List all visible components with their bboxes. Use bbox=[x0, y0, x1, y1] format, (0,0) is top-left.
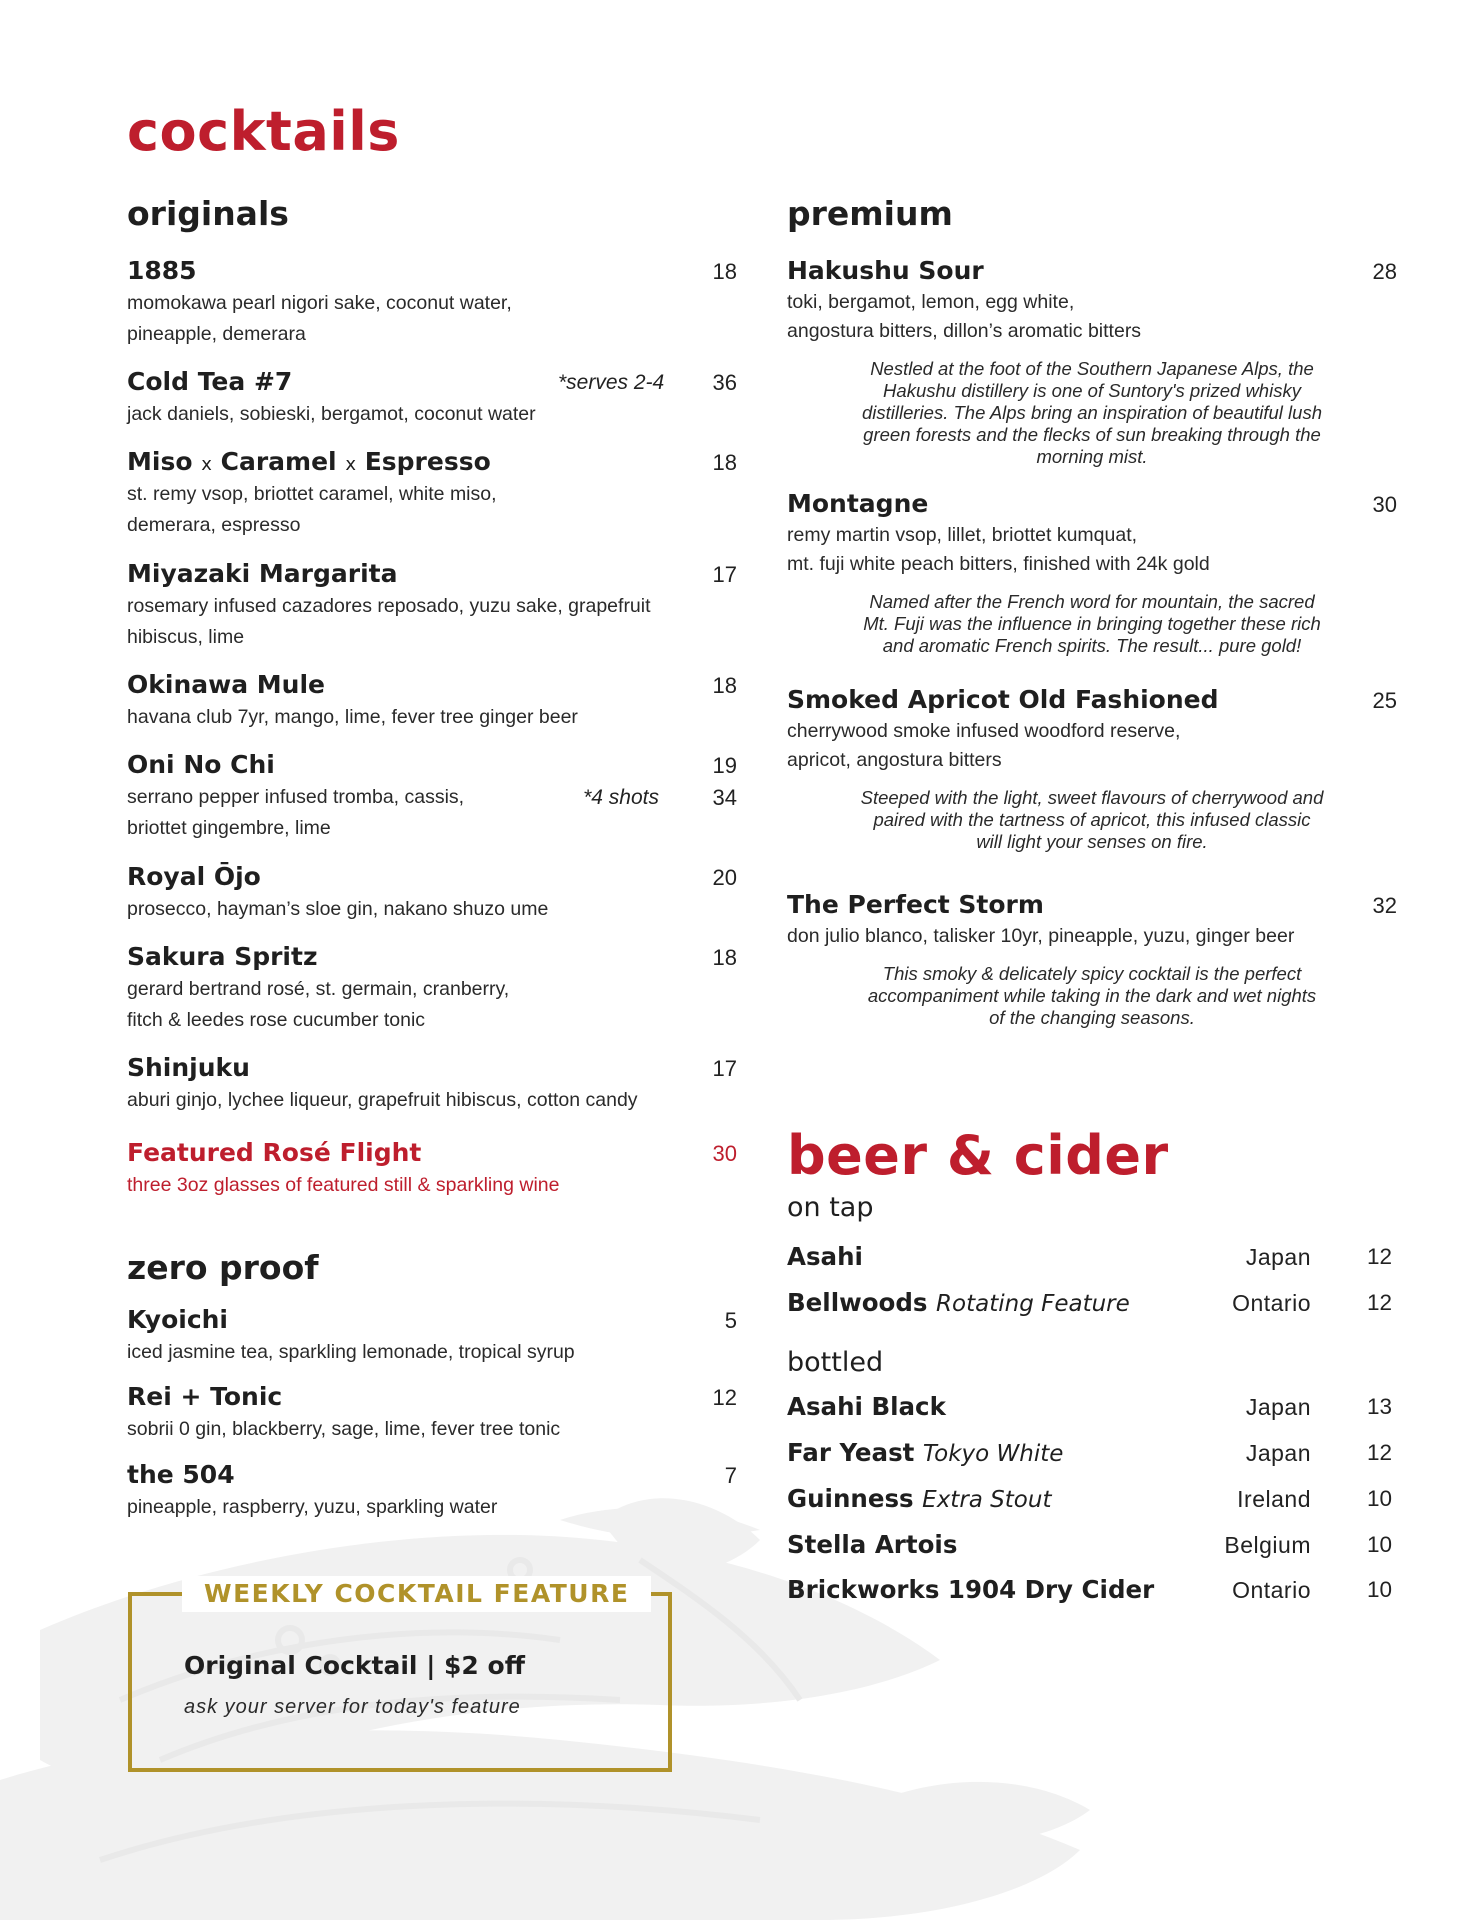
menu-item bbox=[127, 750, 737, 844]
item-name: Rei + Tonic bbox=[127, 1382, 283, 1411]
desc-line: three 3oz glasses of featured still & sparkling wine bbox=[127, 1174, 560, 1196]
desc-line: mt. fuji white peach bitters, finished with 24k gold bbox=[787, 553, 1210, 575]
item-description bbox=[787, 521, 1397, 579]
desc-line: jack daniels, sobieski, bergamot, coconut water bbox=[127, 403, 536, 425]
desc-line: sobrii 0 gin, blackberry, sage, lime, fever tree tonic bbox=[127, 1418, 561, 1440]
menu-item bbox=[127, 559, 737, 653]
menu-item bbox=[127, 862, 737, 925]
story-line: will light your senses on fire. bbox=[976, 831, 1208, 852]
beer-item bbox=[787, 1390, 1392, 1424]
name-part: x bbox=[201, 454, 212, 475]
item-price: 20 bbox=[712, 865, 737, 890]
name-part: Espresso bbox=[364, 447, 491, 476]
beer-brand: Stella Artois bbox=[787, 1530, 958, 1559]
item-name: Cold Tea #7 bbox=[127, 367, 293, 396]
story-line: and aromatic French spirits. The result... pure gold! bbox=[882, 635, 1302, 656]
item-description bbox=[127, 591, 737, 653]
item-note: *serves 2-4 bbox=[558, 371, 665, 394]
item-description bbox=[127, 894, 737, 925]
item-price: 18 bbox=[712, 673, 737, 698]
item-price: 12 bbox=[712, 1385, 737, 1410]
menu-item bbox=[127, 447, 737, 541]
menu-item bbox=[787, 256, 1397, 468]
item-name: Sakura Spritz bbox=[127, 942, 318, 971]
item-name: Montagne bbox=[787, 489, 929, 518]
item-description bbox=[127, 1170, 737, 1201]
desc-line bbox=[127, 782, 737, 813]
on-tap-heading: on tap bbox=[787, 1192, 874, 1223]
item-story bbox=[832, 787, 1352, 853]
item-name: The Perfect Storm bbox=[787, 890, 1044, 919]
beer-item bbox=[787, 1573, 1392, 1607]
beer-name bbox=[787, 1528, 957, 1563]
item-description bbox=[127, 702, 737, 733]
desc-line: don julio blanco, talisker 10yr, pineapple, yuzu, ginger beer bbox=[787, 925, 1295, 947]
menu-item bbox=[787, 890, 1397, 1029]
menu-item bbox=[127, 367, 737, 430]
item-price: 17 bbox=[712, 1056, 737, 1081]
beer-style: Rotating Feature bbox=[936, 1291, 1130, 1317]
desc-line: iced jasmine tea, sparkling lemonade, tropical syrup bbox=[127, 1341, 575, 1363]
beer-name bbox=[787, 1482, 1051, 1517]
beer-name bbox=[787, 1286, 1130, 1321]
beer-brand: Far Yeast bbox=[787, 1438, 915, 1467]
beer-brand: Asahi Black bbox=[787, 1392, 946, 1421]
item-name: Miyazaki Margarita bbox=[127, 559, 398, 588]
item-name: Hakushu Sour bbox=[787, 256, 984, 285]
beer-brand: Bellwoods bbox=[787, 1288, 928, 1317]
story-line: Hakushu distillery is one of Suntory's prized whisky bbox=[883, 380, 1301, 401]
beer-name bbox=[787, 1390, 946, 1425]
name-part: Caramel bbox=[220, 447, 337, 476]
desc-line: aburi ginjo, lychee liqueur, grapefruit hibiscus, cotton candy bbox=[127, 1089, 638, 1111]
desc-line: cherrywood smoke infused woodford reserve, bbox=[787, 720, 1181, 742]
name-part: Miso bbox=[127, 447, 193, 476]
menu-item bbox=[127, 1305, 737, 1368]
menu-item bbox=[127, 1460, 737, 1523]
bottled-heading: bottled bbox=[787, 1347, 884, 1378]
item-name: Kyoichi bbox=[127, 1305, 229, 1334]
story-line: of the changing seasons. bbox=[989, 1007, 1195, 1028]
item-price: 30 bbox=[712, 1141, 737, 1166]
desc-line: rosemary infused cazadores reposado, yuzu sake, grapefruit bbox=[127, 595, 651, 617]
desc-line: pineapple, raspberry, yuzu, sparkling water bbox=[127, 1496, 498, 1518]
zero-proof-heading: zero proof bbox=[127, 1248, 319, 1287]
desc-line: gerard bertrand rosé, st. germain, cranberry, bbox=[127, 978, 510, 1000]
story-line: accompaniment while taking in the dark and wet nights bbox=[867, 985, 1317, 1006]
item-description bbox=[787, 717, 1397, 775]
beer-brand: Brickworks 1904 Dry Cider bbox=[787, 1575, 1155, 1604]
shots-price: 34 bbox=[712, 785, 737, 810]
beer-price: 13 bbox=[1366, 1394, 1392, 1419]
beer-item bbox=[787, 1286, 1392, 1320]
item-price: 18 bbox=[712, 450, 737, 475]
weekly-feature-name: Original Cocktail | $2 off bbox=[184, 1651, 525, 1680]
menu-item bbox=[787, 489, 1397, 657]
beer-price: 12 bbox=[1366, 1290, 1392, 1315]
menu-item bbox=[127, 1053, 737, 1116]
beer-brand: Asahi bbox=[787, 1242, 863, 1271]
item-name: Okinawa Mule bbox=[127, 670, 325, 699]
item-description bbox=[787, 922, 1397, 951]
item-description bbox=[127, 399, 737, 430]
story-line: distilleries. The Alps bring an inspiration of beautiful lush bbox=[861, 402, 1322, 423]
weekly-feature-box bbox=[128, 1579, 672, 1772]
beer-style: Tokyo White bbox=[922, 1441, 1064, 1467]
desc-line: st. remy vsop, briottet caramel, white miso, bbox=[127, 483, 497, 505]
item-name: Royal Ōjo bbox=[127, 862, 261, 891]
item-description bbox=[127, 1414, 737, 1445]
desc-line: apricot, angostura bitters bbox=[787, 749, 1002, 771]
item-description bbox=[127, 288, 737, 350]
item-description bbox=[787, 288, 1397, 346]
item-name: the 504 bbox=[127, 1460, 235, 1489]
story-line: This smoky & delicately spicy cocktail is the perfect bbox=[882, 963, 1302, 984]
beer-name bbox=[787, 1240, 863, 1275]
story-line: morning mist. bbox=[1036, 446, 1148, 467]
item-price: 25 bbox=[1372, 688, 1397, 713]
beer-item bbox=[787, 1240, 1392, 1274]
item-price: 5 bbox=[724, 1308, 737, 1333]
item-price: 30 bbox=[1372, 492, 1397, 517]
item-price: 17 bbox=[712, 562, 737, 587]
beer-price: 10 bbox=[1366, 1532, 1392, 1557]
menu-item bbox=[127, 256, 737, 350]
beer-origin: Ontario bbox=[1232, 1577, 1311, 1603]
item-description bbox=[127, 1337, 737, 1368]
menu-item bbox=[127, 942, 737, 1036]
item-price: 36 bbox=[712, 370, 737, 395]
item-price: 7 bbox=[724, 1463, 737, 1488]
beer-price: 10 bbox=[1366, 1486, 1392, 1511]
desc-line: momokawa pearl nigori sake, coconut water, bbox=[127, 292, 512, 314]
desc-line: remy martin vsop, lillet, briottet kumquat, bbox=[787, 524, 1138, 546]
story-line: Mt. Fuji was the influence in bringing together these rich bbox=[863, 613, 1321, 634]
name-part: x bbox=[345, 454, 356, 475]
item-name bbox=[127, 447, 491, 480]
beer-brand: Guinness bbox=[787, 1484, 914, 1513]
weekly-feature-subtitle: ask your server for today's feature bbox=[184, 1696, 521, 1718]
story-line: Named after the French word for mountain, the sacred bbox=[869, 591, 1315, 612]
item-story bbox=[832, 963, 1352, 1029]
beer-name bbox=[787, 1436, 1063, 1471]
originals-heading: originals bbox=[127, 194, 289, 233]
weekly-feature-title: WEEKLY COCKTAIL FEATURE bbox=[182, 1576, 651, 1612]
menu-item bbox=[787, 685, 1397, 853]
item-price: 32 bbox=[1372, 893, 1397, 918]
item-description bbox=[127, 479, 737, 541]
item-price: 18 bbox=[712, 259, 737, 284]
featured-menu-item bbox=[127, 1138, 737, 1201]
item-price: 19 bbox=[712, 753, 737, 778]
desc-line: pineapple, demerara bbox=[127, 323, 306, 345]
beer-item bbox=[787, 1528, 1392, 1562]
beer-name bbox=[787, 1573, 1154, 1608]
story-line: Steeped with the light, sweet flavours of cherrywood and bbox=[860, 787, 1324, 808]
beer-origin: Ireland bbox=[1237, 1486, 1311, 1512]
menu-item bbox=[127, 1382, 737, 1445]
desc-text: serrano pepper infused tromba, cassis, bbox=[127, 786, 465, 808]
premium-heading: premium bbox=[787, 194, 953, 233]
desc-line: fitch & leedes rose cucumber tonic bbox=[127, 1009, 426, 1031]
beer-item bbox=[787, 1436, 1392, 1470]
beer-origin: Belgium bbox=[1224, 1532, 1311, 1558]
item-name: 1885 bbox=[127, 256, 197, 285]
shots-note: *4 shots bbox=[583, 786, 659, 809]
desc-line: toki, bergamot, lemon, egg white, bbox=[787, 291, 1075, 313]
menu-item bbox=[127, 670, 737, 733]
item-name: Oni No Chi bbox=[127, 750, 275, 779]
item-story bbox=[832, 591, 1352, 657]
desc-line: demerara, espresso bbox=[127, 514, 301, 536]
story-line: Nestled at the foot of the Southern Japanese Alps, the bbox=[870, 358, 1314, 379]
item-story bbox=[832, 358, 1352, 468]
desc-line: briottet gingembre, lime bbox=[127, 817, 331, 839]
beer-origin: Ontario bbox=[1232, 1290, 1311, 1316]
beer-style: Extra Stout bbox=[922, 1487, 1052, 1513]
item-price: 28 bbox=[1372, 259, 1397, 284]
item-description bbox=[127, 1492, 737, 1523]
item-name: Featured Rosé Flight bbox=[127, 1138, 422, 1167]
item-description bbox=[127, 974, 737, 1036]
desc-line: angostura bitters, dillon’s aromatic bitters bbox=[787, 320, 1142, 342]
desc-line: prosecco, hayman’s sloe gin, nakano shuzo ume bbox=[127, 898, 549, 920]
beer-price: 12 bbox=[1366, 1244, 1392, 1269]
cocktails-title: cocktails bbox=[127, 100, 400, 163]
item-description bbox=[127, 782, 737, 844]
beer-origin: Japan bbox=[1245, 1394, 1311, 1420]
story-line: green forests and the flecks of sun breaking through the bbox=[863, 424, 1321, 445]
beer-origin: Japan bbox=[1245, 1440, 1311, 1466]
beer-cider-title: beer & cider bbox=[787, 1124, 1169, 1187]
story-line: paired with the tartness of apricot, this infused classic bbox=[873, 809, 1311, 830]
item-price: 18 bbox=[712, 945, 737, 970]
beer-item bbox=[787, 1482, 1392, 1516]
beer-price: 12 bbox=[1366, 1440, 1392, 1465]
item-name: Smoked Apricot Old Fashioned bbox=[787, 685, 1219, 714]
beer-price: 10 bbox=[1366, 1577, 1392, 1602]
desc-line: hibiscus, lime bbox=[127, 626, 245, 648]
item-description bbox=[127, 1085, 737, 1116]
desc-line: havana club 7yr, mango, lime, fever tree ginger beer bbox=[127, 706, 578, 728]
item-name: Shinjuku bbox=[127, 1053, 250, 1082]
beer-origin: Japan bbox=[1245, 1244, 1311, 1270]
